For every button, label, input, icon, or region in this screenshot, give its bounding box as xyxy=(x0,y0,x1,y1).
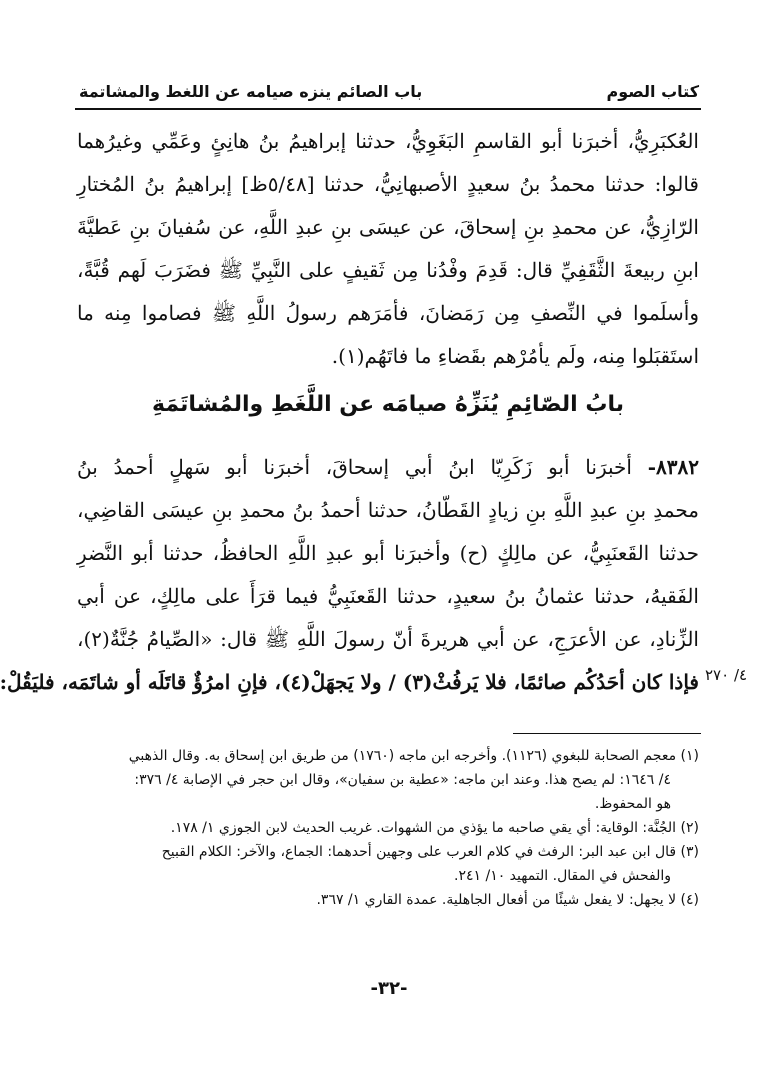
book-title: كتاب الصوم xyxy=(606,81,699,101)
text-line: أخبرَنا أبو زَكَرِيّا ابنُ أبي إسحاقَ، أخبرَنا أبو سَهلٍ أحمدُ بنُ xyxy=(77,455,632,479)
running-header xyxy=(79,76,699,106)
footnote-line: (٣) قال ابن عبد البر: الرفث في كلام العرب على وجهين أحدهما: الجماع، والآخر: الكلام القبيح xyxy=(161,844,699,860)
footnotes xyxy=(77,744,699,912)
text-line: الرّازِيُّ، عن محمدِ بنِ إسحاقَ، عن عيسَى بنِ عبدِ اللَّهِ، عن سُفيانَ بنِ عَطيَّةَ xyxy=(77,215,699,239)
header-divider xyxy=(75,108,701,110)
text-line: الفَقيهُ، حدثنا عثمانُ بنُ سعيدٍ، حدثنا القَعنَبِيُّ فيما قرَأَ على مالِكٍ، عن أبي xyxy=(77,584,699,608)
text-line: قالوا: حدثنا محمدُ بنُ سعيدٍ الأصبهانِيُّ، حدثنا [٥/٤٨ظ] إبراهيمُ بنُ المُختارِ xyxy=(77,172,699,196)
text-line: فإذا كان أحَدُكُم صائمًا، فلا يَرفُثْ(٣) / ولا يَجهَلْ(٤)، فإنِ امرُؤٌ قاتَلَه أو شاتَمَه، فليَقُلْ: xyxy=(0,670,699,694)
main-text xyxy=(77,120,699,378)
text-line: حدثنا القَعنَبِيُّ، عن مالِكٍ (ح) وأخبرَنا أبو عبدِ اللَّهِ الحافظُ، حدثنا أبو النَّضرِ xyxy=(77,541,699,565)
text-line: العُكبَرِيُّ، أخبرَنا أبو القاسمِ البَغَوِيُّ، حدثنا إبراهيمُ بنُ هانِئٍ وعَمِّي وغيرُهما xyxy=(77,129,699,153)
chapter-title: بابُ الصّائِمِ يُنَزِّهُ صيامَه عن اللَّغَطِ والمُشاتَمَةِ xyxy=(151,392,625,417)
hadith-first-line xyxy=(77,446,699,489)
footnote-line: هو المحفوظ. xyxy=(594,796,671,812)
footnote-line: (١) معجم الصحابة للبغوي (١١٢٦). وأخرجه ابن ماجه (١٧٦٠) من طريق ابن إسحاق به. وقال الذهبي xyxy=(128,748,699,764)
hadith-number: ٨٣٨٢- xyxy=(647,455,699,479)
page-number: -٣٢- xyxy=(370,978,408,999)
text-line: وأسلَموا في النِّصفِ مِن رَمَضانَ، فأمَرَهم رسولُ اللَّهِ ﷺ فصاموا مِنه ما xyxy=(77,301,699,325)
text-line: الزِّنادِ، عن الأعرَجِ، عن أبي هريرةَ أنّ رسولَ اللَّهِ ﷺ قال: «الصِّيامُ جُنَّةٌ(٢)، xyxy=(77,627,699,651)
footnote-line: والفحش في المقال. التمهيد ١٠/ ٢٤١. xyxy=(454,868,671,884)
text-line: محمدِ بنِ عبدِ اللَّهِ بنِ زيادٍ القَطّانُ، حدثنا أحمدُ بنُ محمدِ بنِ عيسَى القاضِي، xyxy=(77,498,699,522)
footnote-line: ٤/ ١٦٤٦: لم يصح هذا. وعند ابن ماجه: «عطية بن سفيان»، وقال ابن حجر في الإصابة ٤/ ٣٧٦: xyxy=(134,772,671,788)
margin-reference: ٤/ ٢٧٠ xyxy=(705,666,748,684)
text-line: استَقبَلوا مِنه، ولَم يأمُرْهم بقَضاءِ ما فاتَهُم(١). xyxy=(331,344,699,368)
footnote-line: (٢) الجُنَّة: الوقاية: أي يقي صاحبه ما يؤذي من الشهوات. غريب الحديث لابن الجوزي ١/ ١٧٨. xyxy=(170,820,699,836)
hadith-text xyxy=(0,446,699,704)
footnote-line: (٤) لا يجهل: لا يفعل شيئًا من أفعال الجاهلية. عمدة القاري ١/ ٣٦٧. xyxy=(316,892,699,908)
footnote-divider xyxy=(513,733,701,734)
text-line: ابنِ ربيعةَ الثَّقَفِيِّ قال: قَدِمَ وفْدُنا مِن ثَقيفٍ على النَّبِيِّ ﷺ فضَرَبَ لَهم قُبَّةً، xyxy=(77,258,699,282)
chapter-running-title: باب الصائم ينزه صيامه عن اللغط والمشاتمة xyxy=(79,81,423,101)
